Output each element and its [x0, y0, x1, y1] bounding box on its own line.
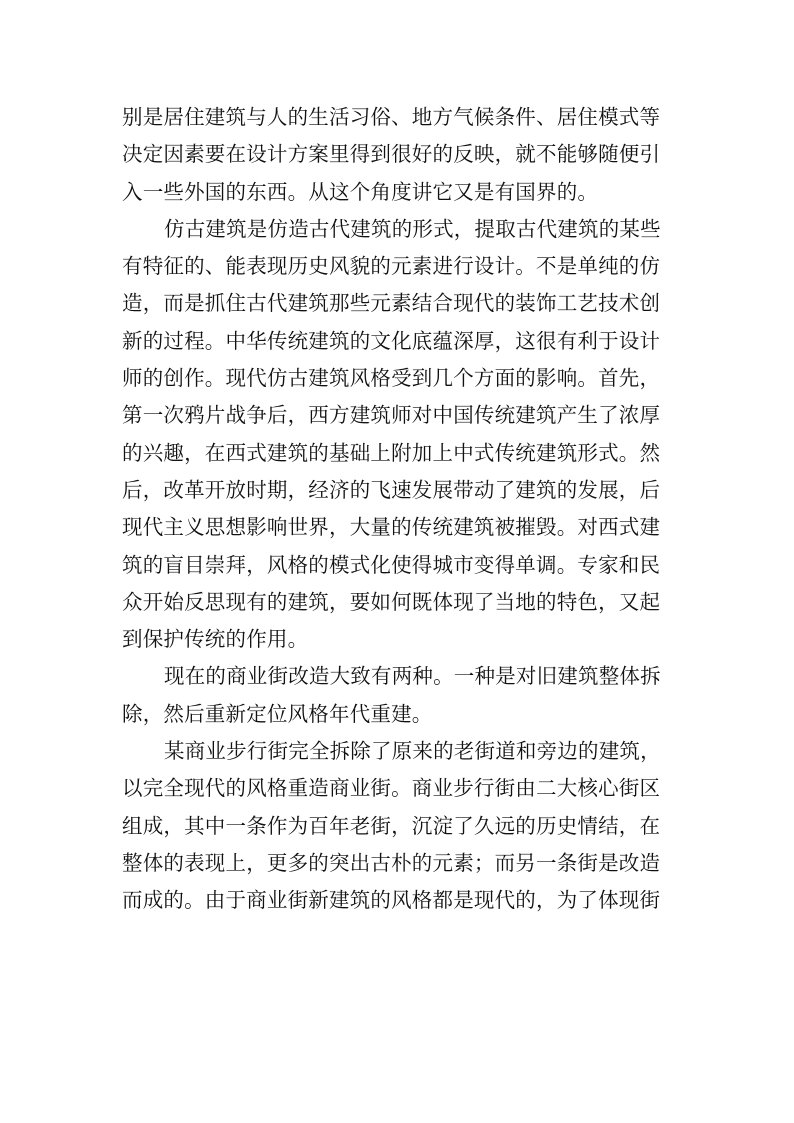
text-line: 造，而是抓住古代建筑那些元素结合现代的装饰工艺技术创: [122, 291, 661, 316]
text-line: 到保护传统的作用。: [122, 627, 309, 652]
text-line: 众开始反思现有的建筑，要如何既体现了当地的特色，又起: [122, 589, 661, 614]
text-line: 师的创作。现代仿古建筑风格受到几个方面的影响。首先，: [122, 366, 661, 391]
body-text: [122, 99, 688, 920]
paragraph-first-line: 仿古建筑是仿造古代建筑的形式，提取古代建筑的某些: [164, 216, 661, 241]
text-line: 整体的表现上，更多的突出古朴的元素；而另一条街是改造: [122, 850, 661, 875]
text-line: 筑的盲目崇拜，风格的模式化使得城市变得单调。专家和民: [122, 552, 661, 577]
text-line: 现代主义思想影响世界，大量的传统建筑被摧毁。对西式建: [122, 515, 661, 540]
paragraph-first-line: 现在的商业街改造大致有两种。一种是对旧建筑整体拆: [164, 664, 661, 689]
text-line: 有特征的、能表现历史风貌的元素进行设计。不是单纯的仿: [122, 254, 661, 279]
text-line: 的兴趣，在西式建筑的基础上附加上中式传统建筑形式。然: [122, 440, 661, 465]
text-line: 新的过程。中华传统建筑的文化底蕴深厚，这很有利于设计: [122, 328, 661, 353]
text-line: 组成，其中一条作为百年老街，沉淀了久远的历史情结，在: [122, 813, 661, 838]
text-line: 入一些外国的东西。从这个角度讲它又是有国界的。: [122, 179, 599, 204]
paragraph-first-line: 某商业步行街完全拆除了原来的老街道和旁边的建筑，: [164, 739, 661, 764]
text-line: 以完全现代的风格重造商业街。商业步行街由二大核心街区: [122, 776, 661, 801]
text-line: 决定因素要在设计方案里得到很好的反映，就不能够随便引: [122, 142, 661, 167]
text-line: 而成的。由于商业街新建筑的风格都是现代的，为了体现街: [122, 888, 661, 913]
text-line: 别是居住建筑与人的生活习俗、地方气候条件、居住模式等: [122, 105, 661, 129]
text-line: 后，改革开放时期，经济的飞速发展带动了建筑的发展，后: [122, 477, 661, 502]
text-line: 除，然后重新定位风格年代重建。: [122, 701, 433, 726]
text-line: 第一次鸦片战争后，西方建筑师对中国传统建筑产生了浓厚: [122, 403, 661, 428]
